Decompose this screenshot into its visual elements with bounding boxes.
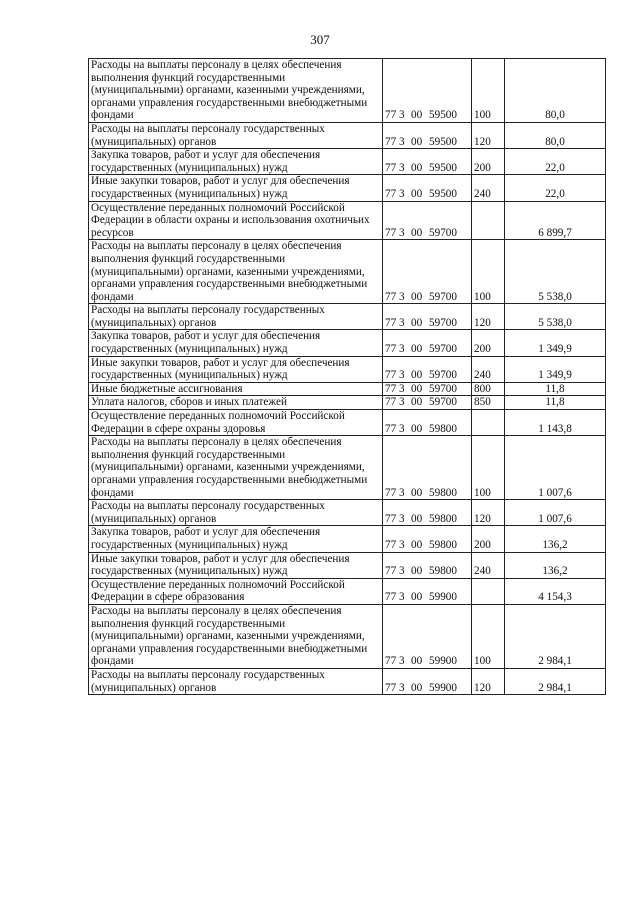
row-amount: 6 899,7 — [505, 201, 606, 240]
row-amount: 5 538,0 — [505, 304, 606, 330]
code-direction: 59500 — [429, 109, 457, 122]
row-target-code — [383, 330, 472, 356]
code-block: 00 — [411, 161, 423, 174]
code-subprogram: 3 — [399, 290, 405, 303]
code-direction: 59900 — [429, 655, 457, 668]
row-description: Расходы на выплаты персоналу государственных (муниципальных) органов — [89, 304, 383, 330]
row-target-code — [383, 175, 472, 201]
budget-table-body — [89, 59, 606, 695]
row-target-code — [383, 122, 472, 148]
table-row — [89, 201, 606, 240]
row-expense-type: 240 — [472, 552, 505, 578]
row-description: Осуществление переданных полномочий Российской Федерации в области охраны и использования охотничьих ресурсов — [89, 201, 383, 240]
table-row — [89, 604, 606, 668]
code-program: 77 — [385, 486, 397, 499]
row-description: Уплата налогов, сборов и иных платежей — [89, 396, 383, 410]
table-row — [89, 59, 606, 123]
code-subprogram: 3 — [399, 655, 405, 668]
row-description: Расходы на выплаты персоналу государственных (муниципальных) органов — [89, 668, 383, 694]
row-description: Иные закупки товаров, работ и услуг для обеспечения государственных (муниципальных) нужд — [89, 552, 383, 578]
code-program: 77 — [385, 565, 397, 578]
code-subprogram: 3 — [399, 316, 405, 329]
code-block: 00 — [411, 591, 423, 604]
code-subprogram: 3 — [399, 512, 405, 525]
row-amount: 4 154,3 — [505, 578, 606, 604]
code-direction: 59700 — [429, 316, 457, 329]
table-row — [89, 175, 606, 201]
row-expense-type: 240 — [472, 356, 505, 382]
code-direction: 59800 — [429, 565, 457, 578]
row-expense-type: 850 — [472, 396, 505, 410]
code-block: 00 — [411, 422, 423, 435]
row-target-code — [383, 382, 472, 396]
row-description: Закупка товаров, работ и услуг для обеспечения государственных (муниципальных) нужд — [89, 149, 383, 175]
row-description: Закупка товаров, работ и услуг для обеспечения государственных (муниципальных) нужд — [89, 330, 383, 356]
code-direction: 59500 — [429, 187, 457, 200]
row-target-code — [383, 304, 472, 330]
row-description: Закупка товаров, работ и услуг для обеспечения государственных (муниципальных) нужд — [89, 526, 383, 552]
code-direction: 59700 — [429, 226, 457, 239]
code-program: 77 — [385, 161, 397, 174]
row-expense-type: 240 — [472, 175, 505, 201]
code-subprogram: 3 — [399, 135, 405, 148]
code-direction: 59700 — [429, 396, 457, 409]
code-program: 77 — [385, 396, 397, 409]
row-description: Расходы на выплаты персоналу в целях обеспечения выполнения функций государственными (муниципальными) органами, казенными учреждениями, органами управления государственными внебюджетными фондами — [89, 604, 383, 668]
table-row — [89, 382, 606, 396]
code-block: 00 — [411, 382, 423, 395]
row-amount: 1 349,9 — [505, 356, 606, 382]
row-description: Осуществление переданных полномочий Российской Федерации в сфере охраны здоровья — [89, 410, 383, 436]
row-amount: 11,8 — [505, 382, 606, 396]
code-subprogram: 3 — [399, 396, 405, 409]
table-row — [89, 122, 606, 148]
code-direction: 59700 — [429, 343, 457, 356]
row-expense-type: 200 — [472, 330, 505, 356]
row-expense-type: 100 — [472, 604, 505, 668]
code-block: 00 — [411, 316, 423, 329]
code-program: 77 — [385, 512, 397, 525]
code-block: 00 — [411, 369, 423, 382]
table-row — [89, 330, 606, 356]
code-direction: 59500 — [429, 161, 457, 174]
row-expense-type: 120 — [472, 304, 505, 330]
code-block: 00 — [411, 343, 423, 356]
row-expense-type: 200 — [472, 526, 505, 552]
code-direction: 59800 — [429, 422, 457, 435]
row-amount: 136,2 — [505, 526, 606, 552]
code-block: 00 — [411, 512, 423, 525]
code-block: 00 — [411, 655, 423, 668]
code-program: 77 — [385, 316, 397, 329]
row-target-code — [383, 356, 472, 382]
row-expense-type: 120 — [472, 500, 505, 526]
code-program: 77 — [385, 290, 397, 303]
row-target-code — [383, 396, 472, 410]
table-row — [89, 578, 606, 604]
code-block: 00 — [411, 187, 423, 200]
code-program: 77 — [385, 681, 397, 694]
code-direction: 59900 — [429, 591, 457, 604]
code-program: 77 — [385, 369, 397, 382]
row-amount: 1 349,9 — [505, 330, 606, 356]
row-amount: 80,0 — [505, 59, 606, 123]
code-subprogram: 3 — [399, 422, 405, 435]
code-subprogram: 3 — [399, 565, 405, 578]
code-subprogram: 3 — [399, 538, 405, 551]
row-amount: 2 984,1 — [505, 604, 606, 668]
code-direction: 59500 — [429, 135, 457, 148]
table-row — [89, 668, 606, 694]
table-row — [89, 526, 606, 552]
code-direction: 59700 — [429, 369, 457, 382]
row-target-code — [383, 436, 472, 500]
table-row — [89, 436, 606, 500]
code-block: 00 — [411, 396, 423, 409]
row-amount: 2 984,1 — [505, 668, 606, 694]
code-program: 77 — [385, 135, 397, 148]
code-subprogram: 3 — [399, 161, 405, 174]
code-direction: 59700 — [429, 382, 457, 395]
code-program: 77 — [385, 109, 397, 122]
code-program: 77 — [385, 382, 397, 395]
code-program: 77 — [385, 187, 397, 200]
row-description: Расходы на выплаты персоналу государственных (муниципальных) органов — [89, 122, 383, 148]
row-amount: 136,2 — [505, 552, 606, 578]
row-amount: 22,0 — [505, 175, 606, 201]
row-target-code — [383, 240, 472, 304]
row-expense-type — [472, 578, 505, 604]
row-amount: 5 538,0 — [505, 240, 606, 304]
code-block: 00 — [411, 226, 423, 239]
row-amount: 80,0 — [505, 122, 606, 148]
table-row — [89, 552, 606, 578]
row-target-code — [383, 578, 472, 604]
table-row — [89, 240, 606, 304]
code-subprogram: 3 — [399, 486, 405, 499]
code-program: 77 — [385, 226, 397, 239]
row-target-code — [383, 410, 472, 436]
code-program: 77 — [385, 538, 397, 551]
code-subprogram: 3 — [399, 343, 405, 356]
code-block: 00 — [411, 565, 423, 578]
row-expense-type — [472, 410, 505, 436]
code-program: 77 — [385, 591, 397, 604]
code-subprogram: 3 — [399, 187, 405, 200]
row-amount: 22,0 — [505, 149, 606, 175]
row-target-code — [383, 604, 472, 668]
row-expense-type: 200 — [472, 149, 505, 175]
code-subprogram: 3 — [399, 109, 405, 122]
row-amount: 1 007,6 — [505, 500, 606, 526]
code-subprogram: 3 — [399, 591, 405, 604]
page-number: 307 — [310, 32, 330, 47]
table-row — [89, 396, 606, 410]
row-expense-type: 100 — [472, 436, 505, 500]
row-target-code — [383, 149, 472, 175]
code-subprogram: 3 — [399, 369, 405, 382]
row-target-code — [383, 552, 472, 578]
code-block: 00 — [411, 109, 423, 122]
code-block: 00 — [411, 290, 423, 303]
code-program: 77 — [385, 422, 397, 435]
code-subprogram: 3 — [399, 382, 405, 395]
table-row — [89, 356, 606, 382]
code-block: 00 — [411, 681, 423, 694]
row-expense-type: 120 — [472, 122, 505, 148]
row-expense-type — [472, 201, 505, 240]
code-subprogram: 3 — [399, 681, 405, 694]
row-amount: 1 007,6 — [505, 436, 606, 500]
row-target-code — [383, 500, 472, 526]
row-description: Расходы на выплаты персоналу в целях обеспечения выполнения функций государственными (муниципальными) органами, казенными учреждениями, органами управления государственными внебюджетными фондами — [89, 240, 383, 304]
code-subprogram: 3 — [399, 226, 405, 239]
code-program: 77 — [385, 343, 397, 356]
code-direction: 59800 — [429, 538, 457, 551]
code-block: 00 — [411, 135, 423, 148]
code-block: 00 — [411, 538, 423, 551]
table-row — [89, 149, 606, 175]
row-description: Расходы на выплаты персоналу в целях обеспечения выполнения функций государственными (муниципальными) органами, казенными учреждениями, органами управления государственными внебюджетными фондами — [89, 436, 383, 500]
code-direction: 59800 — [429, 512, 457, 525]
row-expense-type: 120 — [472, 668, 505, 694]
table-row — [89, 304, 606, 330]
row-description: Иные бюджетные ассигнования — [89, 382, 383, 396]
code-direction: 59700 — [429, 290, 457, 303]
row-expense-type: 800 — [472, 382, 505, 396]
row-description: Расходы на выплаты персоналу в целях обеспечения выполнения функций государственными (муниципальными) органами, казенными учреждениями, органами управления государственными внебюджетными фондами — [89, 59, 383, 123]
row-description: Расходы на выплаты персоналу государственных (муниципальных) органов — [89, 500, 383, 526]
budget-table — [88, 58, 606, 695]
row-expense-type: 100 — [472, 240, 505, 304]
code-direction: 59800 — [429, 486, 457, 499]
row-description: Осуществление переданных полномочий Российской Федерации в сфере образования — [89, 578, 383, 604]
row-target-code — [383, 668, 472, 694]
table-row — [89, 500, 606, 526]
code-direction: 59900 — [429, 681, 457, 694]
row-description: Иные закупки товаров, работ и услуг для обеспечения государственных (муниципальных) нужд — [89, 175, 383, 201]
row-target-code — [383, 201, 472, 240]
row-target-code — [383, 59, 472, 123]
code-program: 77 — [385, 655, 397, 668]
row-amount: 11,8 — [505, 396, 606, 410]
row-amount: 1 143,8 — [505, 410, 606, 436]
row-description: Иные закупки товаров, работ и услуг для обеспечения государственных (муниципальных) нужд — [89, 356, 383, 382]
row-target-code — [383, 526, 472, 552]
row-expense-type: 100 — [472, 59, 505, 123]
code-block: 00 — [411, 486, 423, 499]
table-row — [89, 410, 606, 436]
